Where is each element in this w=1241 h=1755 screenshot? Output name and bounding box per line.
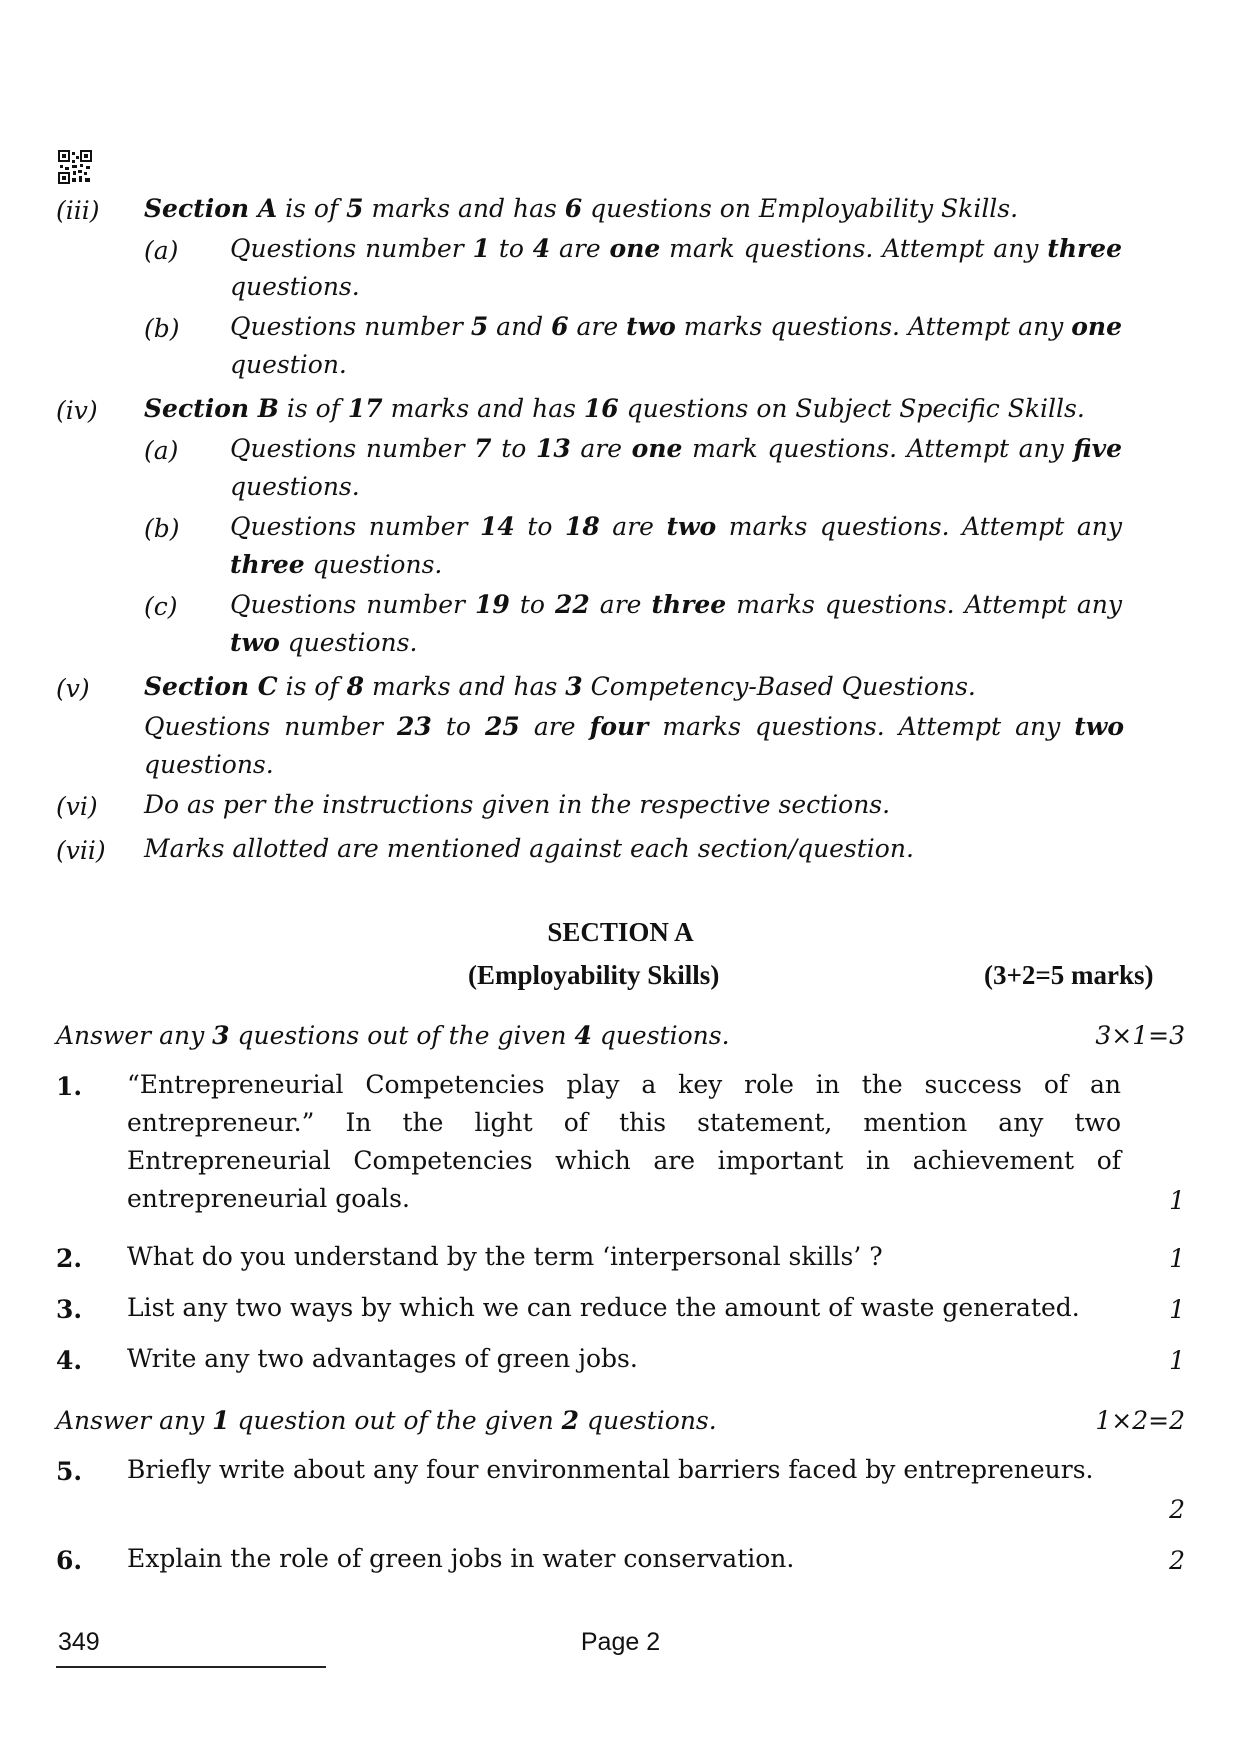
qr-code-icon <box>58 150 92 184</box>
question-number: 4. <box>56 1346 83 1375</box>
question-number: 6. <box>56 1546 83 1575</box>
question-marks: 1 <box>1169 1346 1185 1375</box>
instruction-number: (vi) <box>56 792 98 821</box>
question-number: 5. <box>56 1457 83 1486</box>
instruction-extra-text: Questions number 23 to 25 are four marks questions. Attempt any two questions. <box>144 712 1124 779</box>
sub-instruction-letter: (b) <box>144 514 180 543</box>
question-marks: 1 <box>1169 1244 1185 1273</box>
footer-divider <box>56 1666 326 1668</box>
group-marks-1: 3×1=3 <box>1095 1021 1185 1050</box>
instruction-text: Marks allotted are mentioned against each section/question. <box>144 834 914 863</box>
group-instruction-2: Answer any 1 question out of the given 2 questions. <box>56 1406 717 1435</box>
sub-instruction-letter: (a) <box>144 236 179 265</box>
question-text: List any two ways by which we can reduce the amount of waste generated. <box>127 1293 1080 1322</box>
sub-instruction-letter: (b) <box>144 314 180 343</box>
page-number: Page 2 <box>580 1628 661 1656</box>
section-subtitle: (Employability Skills) <box>468 960 720 990</box>
question-number: 3. <box>56 1295 83 1324</box>
sub-instruction-letter: (c) <box>144 592 178 621</box>
question-marks: 1 <box>1169 1295 1185 1324</box>
sub-instruction-letter: (a) <box>144 436 179 465</box>
instruction-number: (iii) <box>56 196 100 225</box>
section-marks: (3+2=5 marks) <box>984 960 1154 990</box>
instruction-number: (v) <box>56 674 90 703</box>
sub-instruction-text: Questions number 1 to 4 are one mark questions. Attempt any three questions. <box>230 234 1122 301</box>
question-text: Explain the role of green jobs in water conservation. <box>127 1544 795 1573</box>
sub-instruction-text: Questions number 7 to 13 are one mark questions. Attempt any five questions. <box>230 434 1123 501</box>
group-marks-2: 1×2=2 <box>1095 1406 1185 1435</box>
question-marks: 2 <box>1169 1546 1185 1575</box>
question-number: 2. <box>56 1244 83 1273</box>
question-marks: 2 <box>1169 1495 1185 1524</box>
question-text: Write any two advantages of green jobs. <box>127 1344 638 1373</box>
instruction-number: (vii) <box>56 836 106 865</box>
sub-instruction-text: Questions number 14 to 18 are two marks questions. Attempt any three questions. <box>230 512 1123 579</box>
instruction-text: Section A is of 5 marks and has 6 questions on Employability Skills. <box>144 194 1019 223</box>
sub-instruction-text: Questions number 19 to 22 are three marks questions. Attempt any two questions. <box>230 590 1123 657</box>
instruction-text: Do as per the instructions given in the respective sections. <box>144 790 891 819</box>
question-text: What do you understand by the term ‘interpersonal skills’ ? <box>127 1242 883 1271</box>
question-text: “Entrepreneurial Competencies play a key role in the success of an entrepreneur.” In the light of this statement, mention any two Entrepreneurial Competencies which are important in achievement of entrepreneurial goals. <box>127 1070 1121 1213</box>
question-marks: 1 <box>1169 1186 1185 1215</box>
sub-instruction-text: Questions number 5 and 6 are two marks questions. Attempt any one question. <box>230 312 1123 379</box>
question-number: 1. <box>56 1072 83 1101</box>
group-instruction-1: Answer any 3 questions out of the given 4 questions. <box>56 1021 730 1050</box>
instruction-number: (iv) <box>56 396 98 425</box>
section-title: SECTION A <box>547 917 694 947</box>
question-text: Briefly write about any four environmental barriers faced by entrepreneurs. <box>127 1455 1094 1484</box>
instruction-text: Section B is of 17 marks and has 16 questions on Subject Specific Skills. <box>144 394 1085 423</box>
instruction-text: Section C is of 8 marks and has 3 Competency-Based Questions. <box>144 672 976 701</box>
subject-code: 349 <box>58 1628 100 1656</box>
